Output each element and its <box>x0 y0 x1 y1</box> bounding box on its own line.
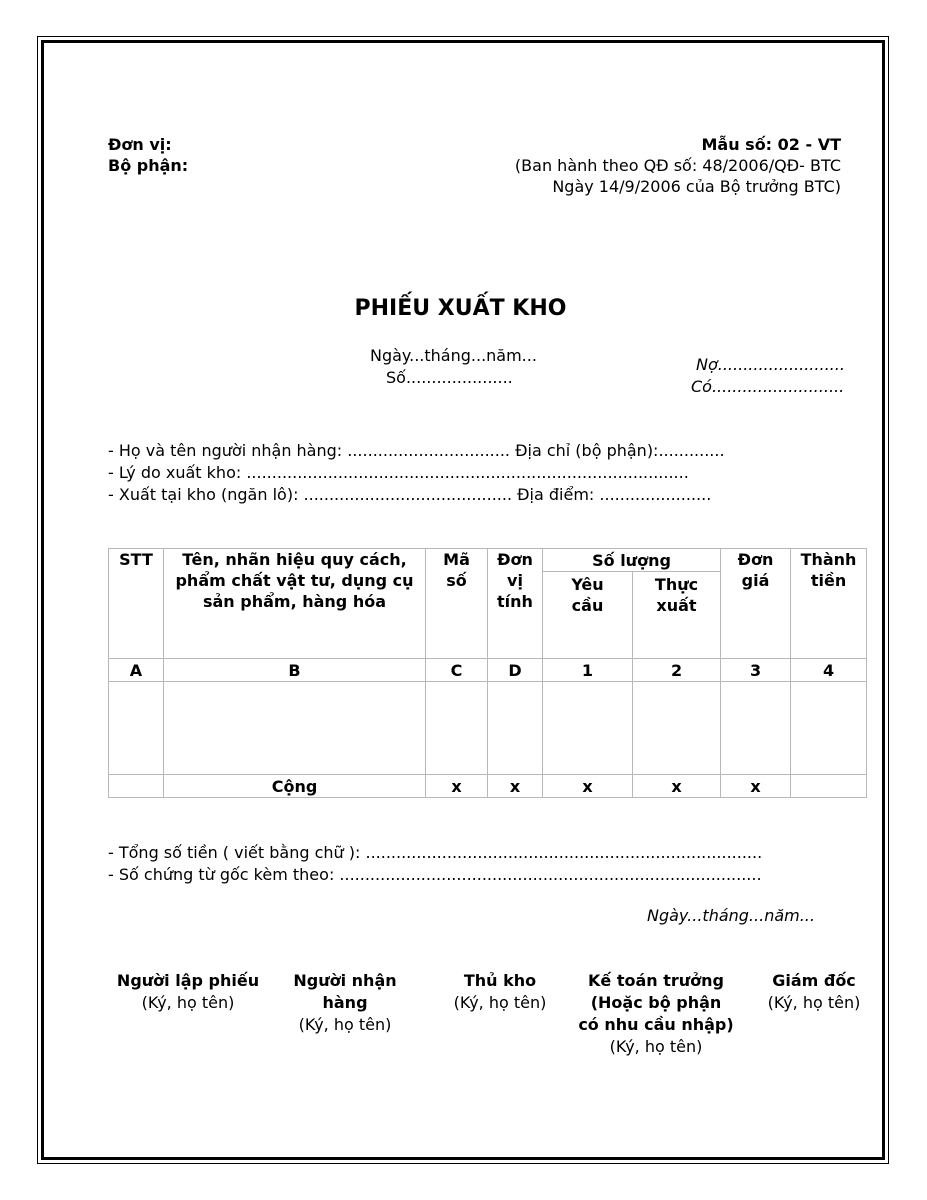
signature-preparer <box>108 970 268 1014</box>
document-title-text: PHIẾU XUẤT KHO <box>354 296 567 321</box>
number-line: Số..................... <box>386 368 513 387</box>
signature-director <box>754 970 874 1014</box>
empty-cell <box>109 775 164 798</box>
col-letter: C <box>426 659 488 682</box>
col-letter: A <box>109 659 164 682</box>
attached-docs-line: - Số chứng từ gốc kèm theo: ................................................................................... <box>108 865 762 884</box>
form-number: Mẫu số: 02 - VT <box>701 135 841 154</box>
reason-line: - Lý do xuất kho: ....................................................................................... <box>108 463 689 482</box>
issued-by-line-1: (Ban hành theo QĐ số: 48/2006/QĐ- BTC <box>514 156 841 175</box>
table-row <box>109 682 867 775</box>
empty-cell <box>633 682 721 775</box>
empty-cell <box>488 682 543 775</box>
debit-line: Nợ......................... <box>696 355 845 374</box>
document-title <box>0 295 927 323</box>
empty-cell <box>543 682 633 775</box>
total-mark: x <box>721 775 791 798</box>
don-vi-label: Đơn vị: <box>108 135 172 154</box>
empty-cell <box>109 682 164 775</box>
bo-phan-label: Bộ phận: <box>108 156 189 175</box>
signature-chief-accountant <box>570 970 742 1058</box>
col-letter: 1 <box>543 659 633 682</box>
total-row <box>109 775 867 798</box>
col-letter: 3 <box>721 659 791 682</box>
total-in-words-line: - Tổng số tiền ( viết bằng chữ ): .............................................................................. <box>108 843 763 862</box>
issued-by-line-2: Ngày 14/9/2006 của Bộ trưởng BTC) <box>552 177 841 196</box>
header-item-name: Tên, nhãn hiệu quy cách, phẩm chất vật tư, dụng cụ sản phẩm, hàng hóa <box>164 549 426 659</box>
empty-cell <box>164 682 426 775</box>
col-letter: 4 <box>791 659 867 682</box>
empty-cell <box>791 682 867 775</box>
total-mark: x <box>633 775 721 798</box>
empty-cell <box>426 682 488 775</box>
total-label: Cộng <box>164 775 426 798</box>
signature-title: Người nhận <box>293 971 397 990</box>
header-actual: Thực xuất <box>633 572 721 659</box>
warehouse-line: - Xuất tại kho (ngăn lô): ......................................... Địa điểm: ...................... <box>108 485 712 504</box>
signature-title: có nhu cầu nhập) <box>578 1015 734 1034</box>
credit-line: Có.......................... <box>691 377 845 396</box>
signature-note: (Ký, họ tên) <box>141 993 235 1012</box>
header-quantity: Số lượng <box>543 549 721 572</box>
empty-cell <box>791 775 867 798</box>
empty-cell <box>721 682 791 775</box>
header-stt: STT <box>109 549 164 659</box>
header-amount: Thành tiền <box>791 549 867 659</box>
receiver-line: - Họ và tên người nhận hàng: ................................ Địa chỉ (bộ phận):............. <box>108 441 725 460</box>
signature-title: Người lập phiếu <box>116 971 260 990</box>
col-letter: D <box>488 659 543 682</box>
signature-storekeeper <box>440 970 560 1014</box>
header-requested: Yêu cầu <box>543 572 633 659</box>
column-letters-row <box>109 659 867 682</box>
signature-title: (Hoặc bộ phận <box>590 993 722 1012</box>
signature-title: Giám đốc <box>772 971 856 990</box>
total-mark: x <box>488 775 543 798</box>
sign-date-line: Ngày...tháng...năm... <box>647 906 815 925</box>
header-unit: Đơn vị tính <box>488 549 543 659</box>
header-code: Mã số <box>426 549 488 659</box>
signature-note: (Ký, họ tên) <box>767 993 861 1012</box>
date-line: Ngày...tháng...năm... <box>370 346 537 365</box>
signature-title: Kế toán trưởng <box>588 971 724 990</box>
col-letter: 2 <box>633 659 721 682</box>
signature-title: hàng <box>322 993 368 1012</box>
signature-receiver <box>278 970 412 1036</box>
total-mark: x <box>426 775 488 798</box>
items-table <box>108 548 867 798</box>
total-mark: x <box>543 775 633 798</box>
col-letter: B <box>164 659 426 682</box>
signature-note: (Ký, họ tên) <box>609 1037 703 1056</box>
signature-note: (Ký, họ tên) <box>298 1015 392 1034</box>
header-unit-price: Đơn giá <box>721 549 791 659</box>
signature-note: (Ký, họ tên) <box>453 993 547 1012</box>
signature-title: Thủ kho <box>463 971 537 990</box>
